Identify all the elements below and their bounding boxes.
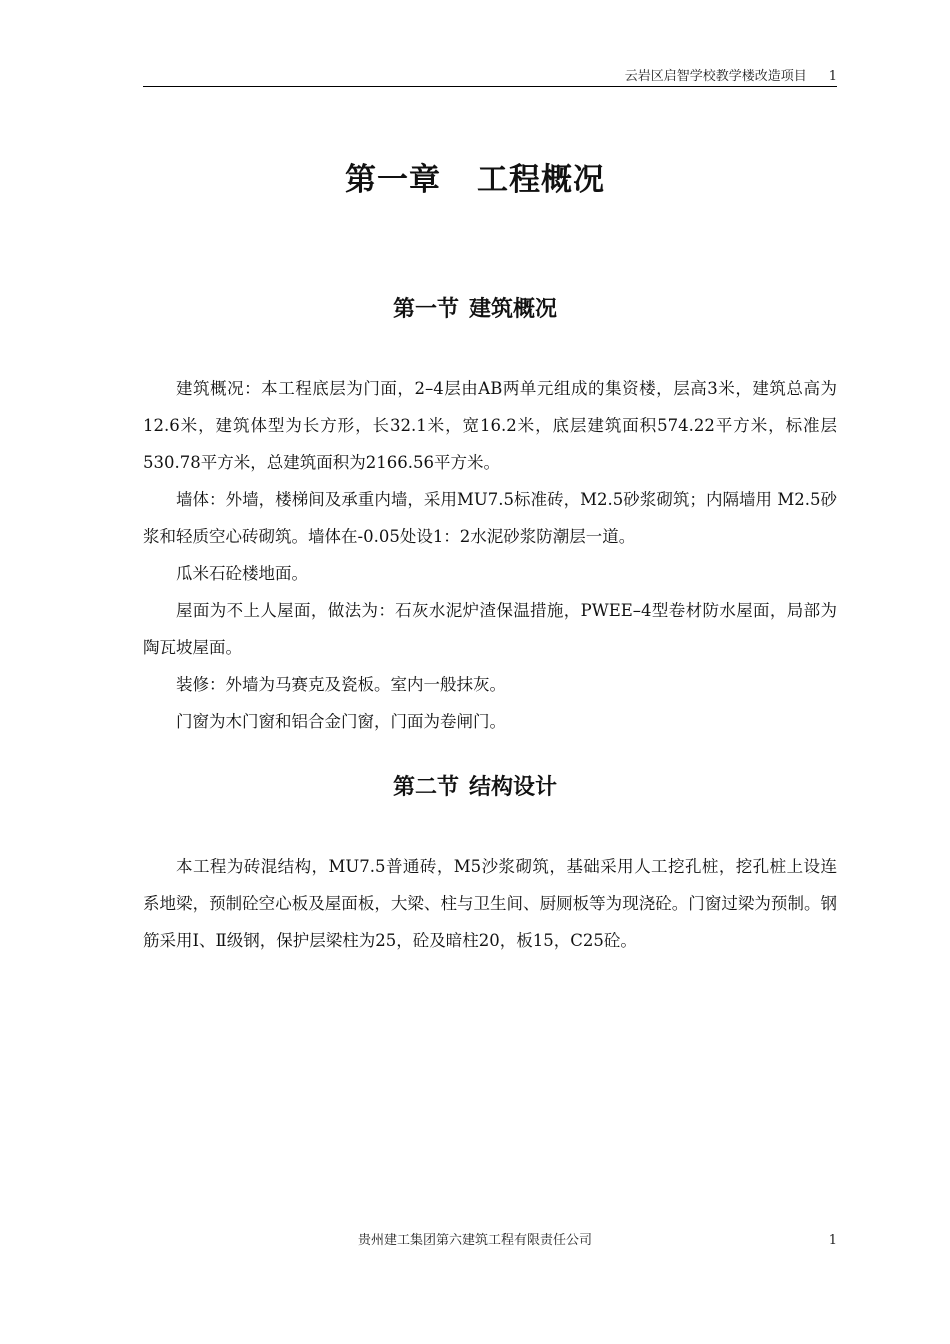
footer-company-name: 贵州建工集团第六建筑工程有限责任公司 — [357, 1233, 592, 1248]
section-body-building-overview — [143, 370, 837, 740]
section-title-structural-design — [143, 770, 807, 806]
section-name: 建筑概况 — [469, 297, 558, 322]
paragraph: 墙体：外墙，楼梯间及承重内墙，采用MU7.5标准砖，M2.5砂浆砌筑；内隔墙用 M2.5砂浆和轻质空心砖砌筑。墙体在-0.05处设1：2水泥砂浆防潮层一道。 — [143, 490, 837, 546]
section-number: 第一节 — [392, 297, 459, 322]
footer-page-number: 1 — [828, 1233, 837, 1248]
section-title-building-overview — [143, 292, 807, 328]
section-body-structural-design — [143, 848, 837, 959]
section-name: 结构设计 — [469, 775, 558, 800]
paragraph: 本工程为砖混结构，MU7.5普通砖，M5沙浆砌筑，基础采用人工挖孔桩，挖孔桩上设连系地梁，预制砼空心板及屋面板，大梁、柱与卫生间、厨厕板等为现浇砼。门窗过梁为预制。钢筋采用I、Ⅱ级钢，保护层梁柱为25，砼及暗柱20，板15，C25砼。 — [143, 857, 837, 950]
header-page-number: 1 — [828, 69, 837, 84]
paragraph: 装修：外墙为马赛克及瓷板。室内一般抹灰。 — [176, 675, 506, 694]
page-header — [143, 68, 837, 87]
header-project-title: 云岩区启智学校教学楼改造项目 — [624, 69, 807, 84]
chapter-title — [143, 155, 807, 205]
paragraph: 建筑概况：本工程底层为门面，2–4层由AB两单元组成的集资楼，层高3米，建筑总高为12.6米，建筑体型为长方形，长32.1米，宽16.2米，底层建筑面积574.22平方米，标准层530.78平方米，总建筑面积为2166.56平方米。 — [143, 379, 837, 472]
page-footer — [143, 1230, 837, 1252]
chapter-name: 工程概况 — [477, 162, 605, 198]
chapter-number: 第一章 — [345, 162, 441, 198]
section-number: 第二节 — [392, 775, 459, 800]
paragraph: 屋面为不上人屋面，做法为：石灰水泥炉渣保温措施，PWEE–4型卷材防水屋面，局部为陶瓦坡屋面。 — [143, 601, 837, 657]
paragraph: 瓜米石砼楼地面。 — [176, 564, 308, 583]
paragraph: 门窗为木门窗和铝合金门窗，门面为卷闸门。 — [176, 712, 506, 731]
